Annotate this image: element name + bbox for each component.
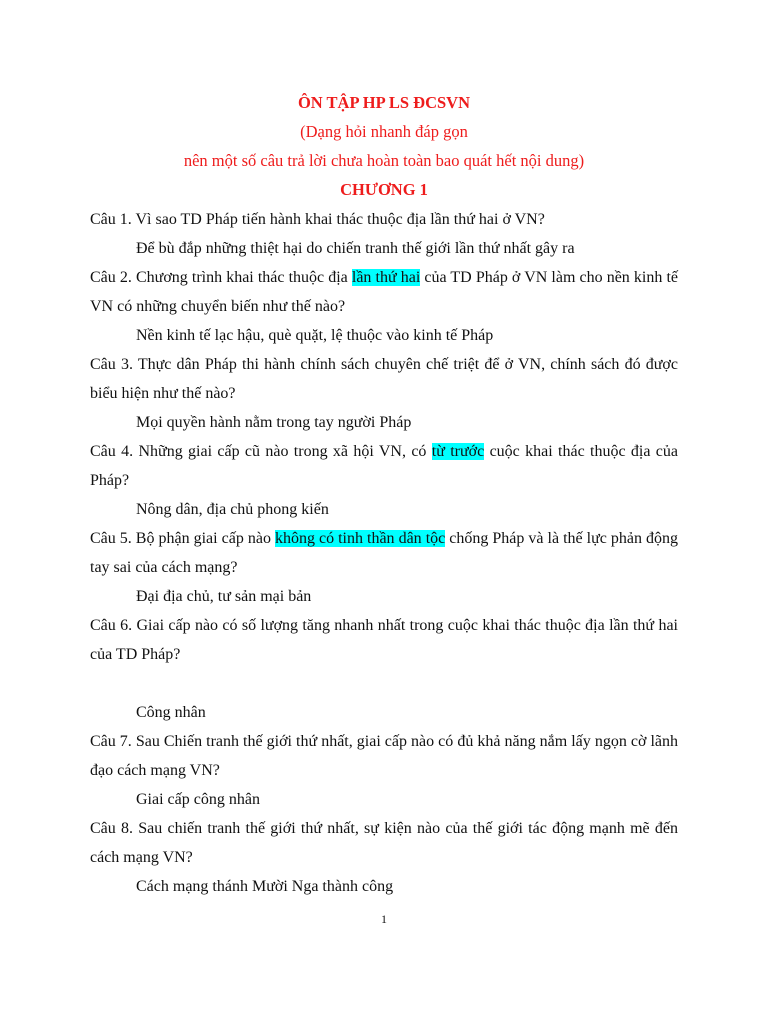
answer-8: Cách mạng thánh Mười Nga thành công: [136, 878, 394, 895]
question-5: Câu 5. Bộ phận giai cấp nào không có tinh thần dân tộc chống Pháp và là thế lực phản động tay sai của cách mạng?: [90, 530, 679, 576]
answer-2: Nền kinh tế lạc hậu, què quặt, lệ thuộc vào kinh tế Pháp: [136, 327, 494, 344]
question-7: Câu 7. Sau Chiến tranh thế giới thứ nhất, giai cấp nào có đủ khả năng nắm lấy ngọn cờ lãnh đạo cách mạng VN?: [90, 733, 678, 779]
document-subtitle-line1: (Dạng hỏi nhanh đáp gọn: [300, 122, 468, 141]
answer-1: Để bù đắp những thiệt hại do chiến tranh thế giới lần thứ nhất gây ra: [136, 240, 575, 257]
highlighted-text: lần thứ hai: [351, 269, 421, 286]
document-header: [0, 93, 768, 200]
answer-7: Giai cấp công nhân: [136, 791, 260, 808]
question-3: Câu 3. Thực dân Pháp thi hành chính sách chuyên chế triệt để ở VN, chính sách đó được biểu hiện như thế nào?: [90, 356, 678, 402]
question-2: Câu 2. Chương trình khai thác thuộc địa lần thứ hai của TD Pháp ở VN làm cho nền kinh tế VN có những chuyển biến như thế nào?: [90, 269, 678, 315]
question-1: Câu 1. Vì sao TD Pháp tiến hành khai thác thuộc địa lần thứ hai ở VN?: [90, 211, 545, 228]
page-number: 1: [381, 912, 387, 926]
answer-6: Công nhân: [136, 704, 206, 721]
document-title: ÔN TẬP HP LS ĐCSVN: [297, 93, 471, 112]
question-8: Câu 8. Sau chiến tranh thế giới thứ nhất, sự kiện nào của thế giới tác động mạnh mẽ đến cách mạng VN?: [90, 820, 678, 866]
question-6: Câu 6. Giai cấp nào có số lượng tăng nhanh nhất trong cuộc khai thác thuộc địa lần thứ hai của TD Pháp?: [90, 617, 678, 663]
chapter-heading: CHƯƠNG 1: [340, 180, 428, 199]
highlighted-text: từ trước: [431, 443, 485, 460]
answer-4: Nông dân, địa chủ phong kiến: [136, 501, 329, 518]
answer-5: Đại địa chủ, tư sản mại bản: [136, 588, 312, 605]
highlighted-text: không có tinh thần dân tộc: [274, 530, 446, 547]
answer-3: Mọi quyền hành nằm trong tay người Pháp: [136, 414, 412, 431]
question-4: Câu 4. Những giai cấp cũ nào trong xã hội VN, có từ trước cuộc khai thác thuộc địa của Pháp?: [90, 443, 678, 489]
document-subtitle-line2: nên một số câu trả lời chưa hoàn toàn bao quát hết nội dung): [183, 151, 585, 170]
